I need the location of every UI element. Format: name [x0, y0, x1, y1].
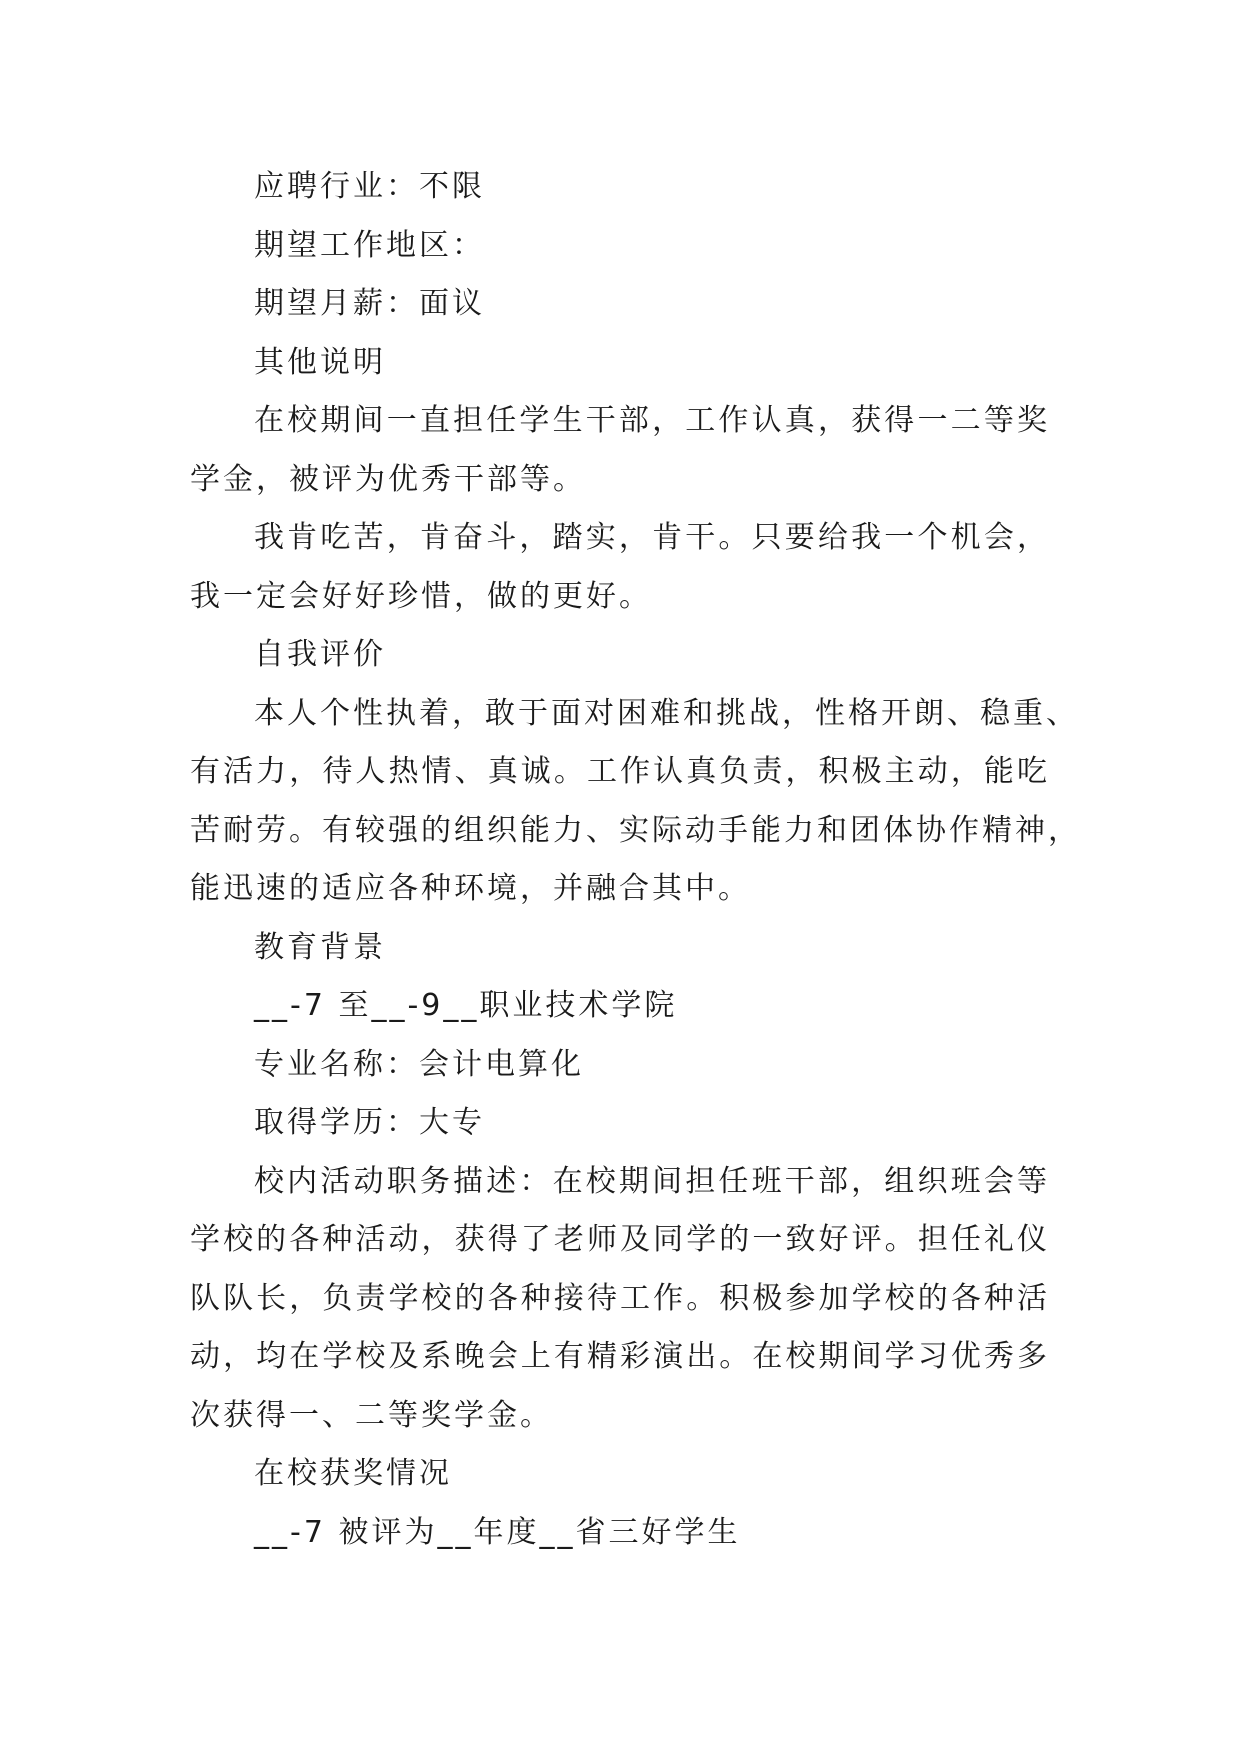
paragraph-line: 苦耐劳。有较强的组织能力、实际动手能力和团体协作精神， — [190, 812, 1081, 848]
document-body — [190, 158, 1081, 1562]
paragraph-line: 学金，被评为优秀干部等。 — [190, 461, 586, 497]
education-entry: __-7 至__-9__职业技术学院 — [254, 988, 678, 1023]
field-location: 期望工作地区： — [254, 227, 485, 263]
paragraph-line: 我一定会好好珍惜，做的更好。 — [190, 578, 652, 614]
award-entry: __-7 被评为__年度__省三好学生 — [254, 1514, 741, 1550]
field-industry: 应聘行业：不限 — [254, 169, 485, 204]
section-heading-education: 教育背景 — [254, 929, 386, 965]
paragraph-line: 能迅速的适应各种环境，并融合其中。 — [190, 871, 751, 906]
paragraph-line: 学校的各种活动，获得了老师及同学的一致好评。担任礼仪 — [190, 1222, 1050, 1257]
paragraph-line: 动，均在学校及系晚会上有精彩演出。在校期间学习优秀多 — [190, 1339, 1050, 1374]
field-salary: 期望月薪：面议 — [254, 286, 485, 321]
section-heading-awards: 在校获奖情况 — [254, 1456, 452, 1491]
paragraph-line: 我肯吃苦，肯奋斗，踏实，肯干。只要给我一个机会， — [254, 520, 1050, 555]
section-heading-self-evaluation: 自我评价 — [254, 637, 386, 672]
paragraph-line: 校内活动职务描述：在校期间担任班干部，组织班会等 — [254, 1163, 1050, 1199]
paragraph-line: 队队长，负责学校的各种接待工作。积极参加学校的各种活 — [190, 1280, 1050, 1316]
paragraph-line: 本人个性执着，敢于面对困难和挑战，性格开朗、稳重、 — [254, 695, 1079, 731]
paragraph-line: 次获得一、二等奖学金。 — [190, 1397, 553, 1433]
section-heading-other: 其他说明 — [254, 344, 386, 380]
paragraph-line: 在校期间一直担任学生干部，工作认真，获得一二等奖 — [254, 403, 1050, 438]
field-major: 专业名称：会计电算化 — [254, 1046, 584, 1082]
paragraph-line: 有活力，待人热情、真诚。工作认真负责，积极主动，能吃 — [190, 754, 1050, 789]
field-degree: 取得学历：大专 — [254, 1105, 485, 1140]
